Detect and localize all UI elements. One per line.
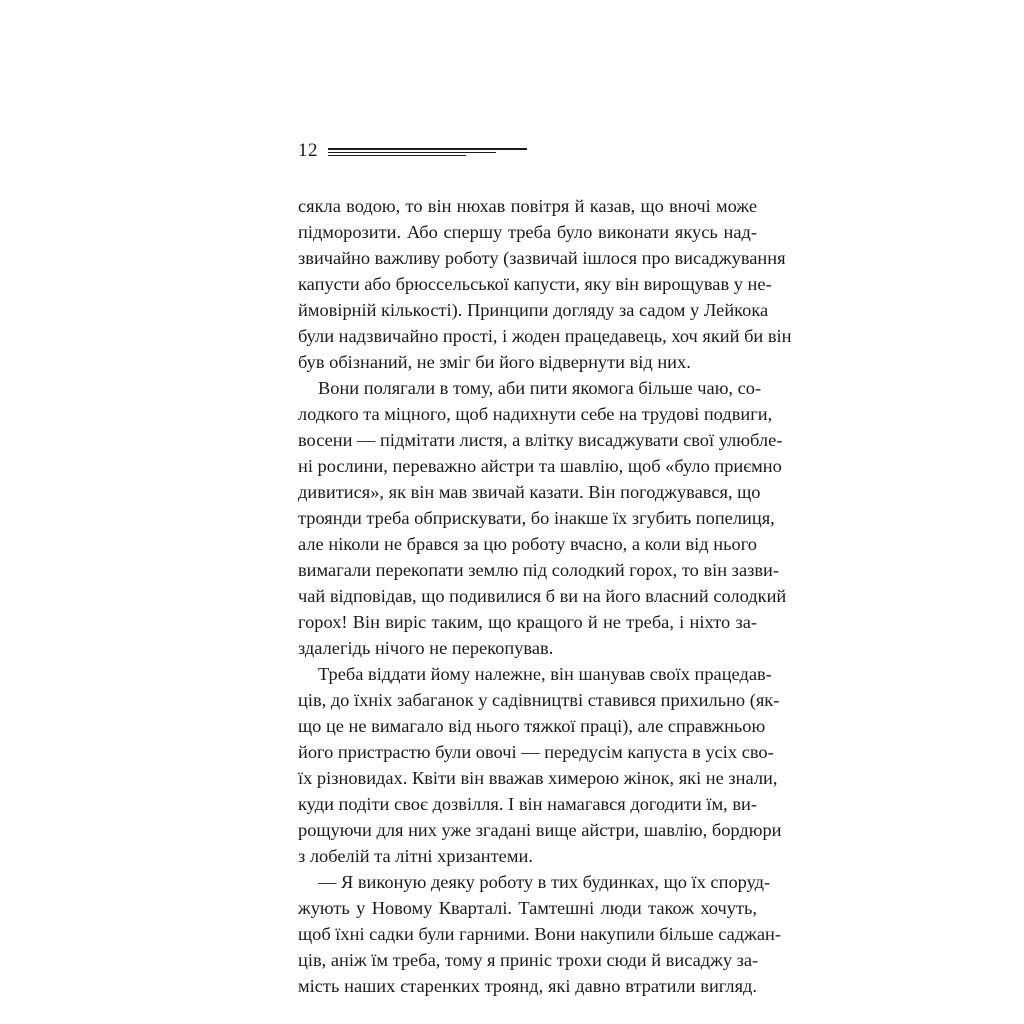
text-line: горох! Він виріс таким, що кращого й не треба, і ніхто за- xyxy=(298,612,757,632)
text-line: ні рослини, переважно айстри та шавлію, щоб «було приємно xyxy=(298,456,782,476)
body-text xyxy=(298,193,792,999)
text-line: куди подіти своє дозвілля. І він намагався догодити їм, ви- xyxy=(298,794,757,814)
text-line: восени — підмітати листя, а влітку висаджувати свої улюбле- xyxy=(298,430,783,450)
text-line: з лобелій та літні хризантеми. xyxy=(298,846,533,866)
paragraph-first-line: Вони полягали в тому, аби пити якомога більше чаю, со- xyxy=(318,378,762,398)
text-line: рощуючи для них уже згадані вище айстри, шавлію, бордюри xyxy=(298,820,782,840)
header-rule xyxy=(328,152,496,153)
text-line: ців, до їхніх забаганок у садівництві ставився прихильно (як- xyxy=(298,690,780,710)
text-line: сякла водою, то він нюхав повітря й казав, що вночі може xyxy=(298,196,757,216)
text-line: чай відповідав, що подивилися б ви на його власний солодкий xyxy=(298,586,787,606)
text-line: щоб їхні садки були гарними. Вони накупили більше саджан- xyxy=(298,924,781,944)
text-line: ців, аніж їм треба, тому я приніс трохи сюди й висаджу за- xyxy=(298,950,759,970)
header-rule xyxy=(328,148,527,150)
paragraph-first-line: Треба віддати йому належне, він шанував своїх працедав- xyxy=(318,664,772,684)
text-line: лодкого та міцного, щоб надихнути себе на трудові подвиги, xyxy=(298,404,773,424)
text-line: дивитися», як він мав звичай казати. Він погоджувався, що xyxy=(298,482,761,502)
page-number: 12 xyxy=(298,140,318,161)
text-line: троянди треба обприскувати, бо інакше їх згубить попелиця, xyxy=(298,508,775,528)
text-line: підморозити. Або спершу треба було виконати якусь над- xyxy=(298,222,757,242)
text-line: звичайно важливу роботу (зазвичай ішлося про висаджування xyxy=(298,248,786,268)
text-line: ймовірній кількості). Принципи догляду за садом у Лейкока xyxy=(298,300,769,320)
text-line: був обізнаний, не зміг би його відвернути від них. xyxy=(298,352,691,372)
text-line: мість наших старенких троянд, які давно втратили вигляд. xyxy=(298,976,757,996)
text-line: що це не вимагало від нього тяжкої праці), але справжньою xyxy=(298,716,766,736)
text-line: здалегідь нічого не перекопував. xyxy=(298,638,554,658)
text-line: жують у Новому Кварталі. Тамтешні люди також хочуть, xyxy=(298,898,757,918)
text-line: але ніколи не брався за цю роботу вчасно, а коли від нього xyxy=(298,534,757,554)
text-line: вимагали перекопати землю під солодкий горох, то він зазви- xyxy=(298,560,780,580)
text-line: були надзвичайно прості, і жоден працедавець, хоч який би він xyxy=(298,326,792,346)
running-header xyxy=(298,139,530,165)
text-line: їх різновидах. Квіти він вважав химерою жінок, які не знали, xyxy=(298,768,778,788)
text-line: капусти або брюссельської капусти, яку він вирощував у не- xyxy=(298,274,772,294)
header-rule xyxy=(328,155,466,156)
text-line: його пристрастю були овочі — передусім капуста в усіх сво- xyxy=(298,742,774,762)
paragraph-first-line: — Я виконую деяку роботу в тих будинках, що їх споруд- xyxy=(318,872,771,892)
